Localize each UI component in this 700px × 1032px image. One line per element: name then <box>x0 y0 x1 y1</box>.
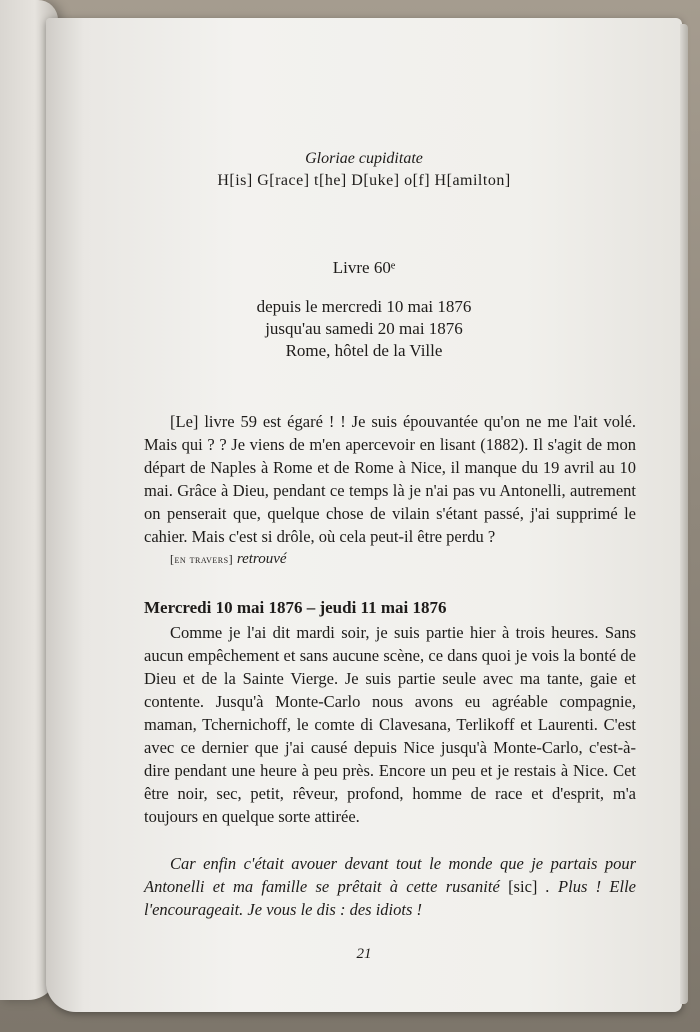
sic-mark: [sic] <box>508 877 538 896</box>
dedication-name: H[is] G[race] t[he] D[uke] o[f] H[amilton] <box>217 172 511 189</box>
paragraph-2: Comme je l'ai dit mardi soir, je suis partie hier à trois heures. Sans aucun empêchement et sans aucune scène, ce dans quoi je vois la bonté de Dieu et de la Sainte Vierge. Je suis partie seule avec ma tante, gaie et contente. Jusqu'à Monte-Carlo nous avons eu agréable compagnie, maman, Tchernichoff, le comte di Clavesana, Terlikoff et Laurenti. C'est avec ce dernier que j'ai causé depuis Nice jusqu'à Monte-Carlo, c'est-à-dire pendant une heure à peu près. Encore un peu et je restais à Nice. Cet être noir, sec, petit, rêveur, profond, homme de race et d'esprit, m'a toujours en quelque sorte attirée. <box>144 623 636 826</box>
paragraph-1: [Le] livre 59 est égaré ! ! Je suis épouvantée qu'on ne me l'ait volé. Mais qui ? ? Je viens de m'en apercevoir en lisant (1882). Il s'agit de mon départ de Naples à Rome et de Rome à Nice, il manque du 19 avril au 10 mai. Grâce à Dieu, pendant ce temps là je n'ai pas vu Antonelli, autrement on penserait que, quelque chose de vilain s'étant passé, j'ai supprimé le cahier. Mais c'est si drôle, où cela peut-il être perdu ? <box>144 412 636 546</box>
date-to: jusqu'au samedi 20 mai 1876 <box>265 319 463 338</box>
paragraph-3-before: Car enfin c'était avouer devant tout le monde que je partais pour Antonelli et ma famille se prêtait à cette rusanité <box>144 854 636 896</box>
intro-section <box>144 410 636 571</box>
entry-heading: Mercredi 10 mai 1876 – jeudi 11 mai 1876 <box>144 598 447 617</box>
place: Rome, hôtel de la Ville <box>285 341 443 360</box>
date-from: depuis le mercredi 10 mai 1876 <box>256 297 472 316</box>
entry-body <box>144 621 636 828</box>
date-range <box>46 296 682 362</box>
dedication-motto: Gloriae cupiditate <box>305 150 423 167</box>
entry-italic <box>144 852 636 921</box>
dedication <box>46 148 682 192</box>
book-page <box>46 18 682 1012</box>
note-text: retrouvé <box>236 551 287 567</box>
paragraph-3 <box>144 852 636 921</box>
note-label: [en travers] <box>170 552 234 566</box>
page-number: 21 <box>356 946 372 962</box>
paragraph-3-after: . Plus ! Elle l'encourageait. Je vous le dis : des idiots ! <box>144 877 637 919</box>
book-number: Livre 60ᵉ <box>332 258 396 277</box>
margin-note <box>144 548 636 571</box>
